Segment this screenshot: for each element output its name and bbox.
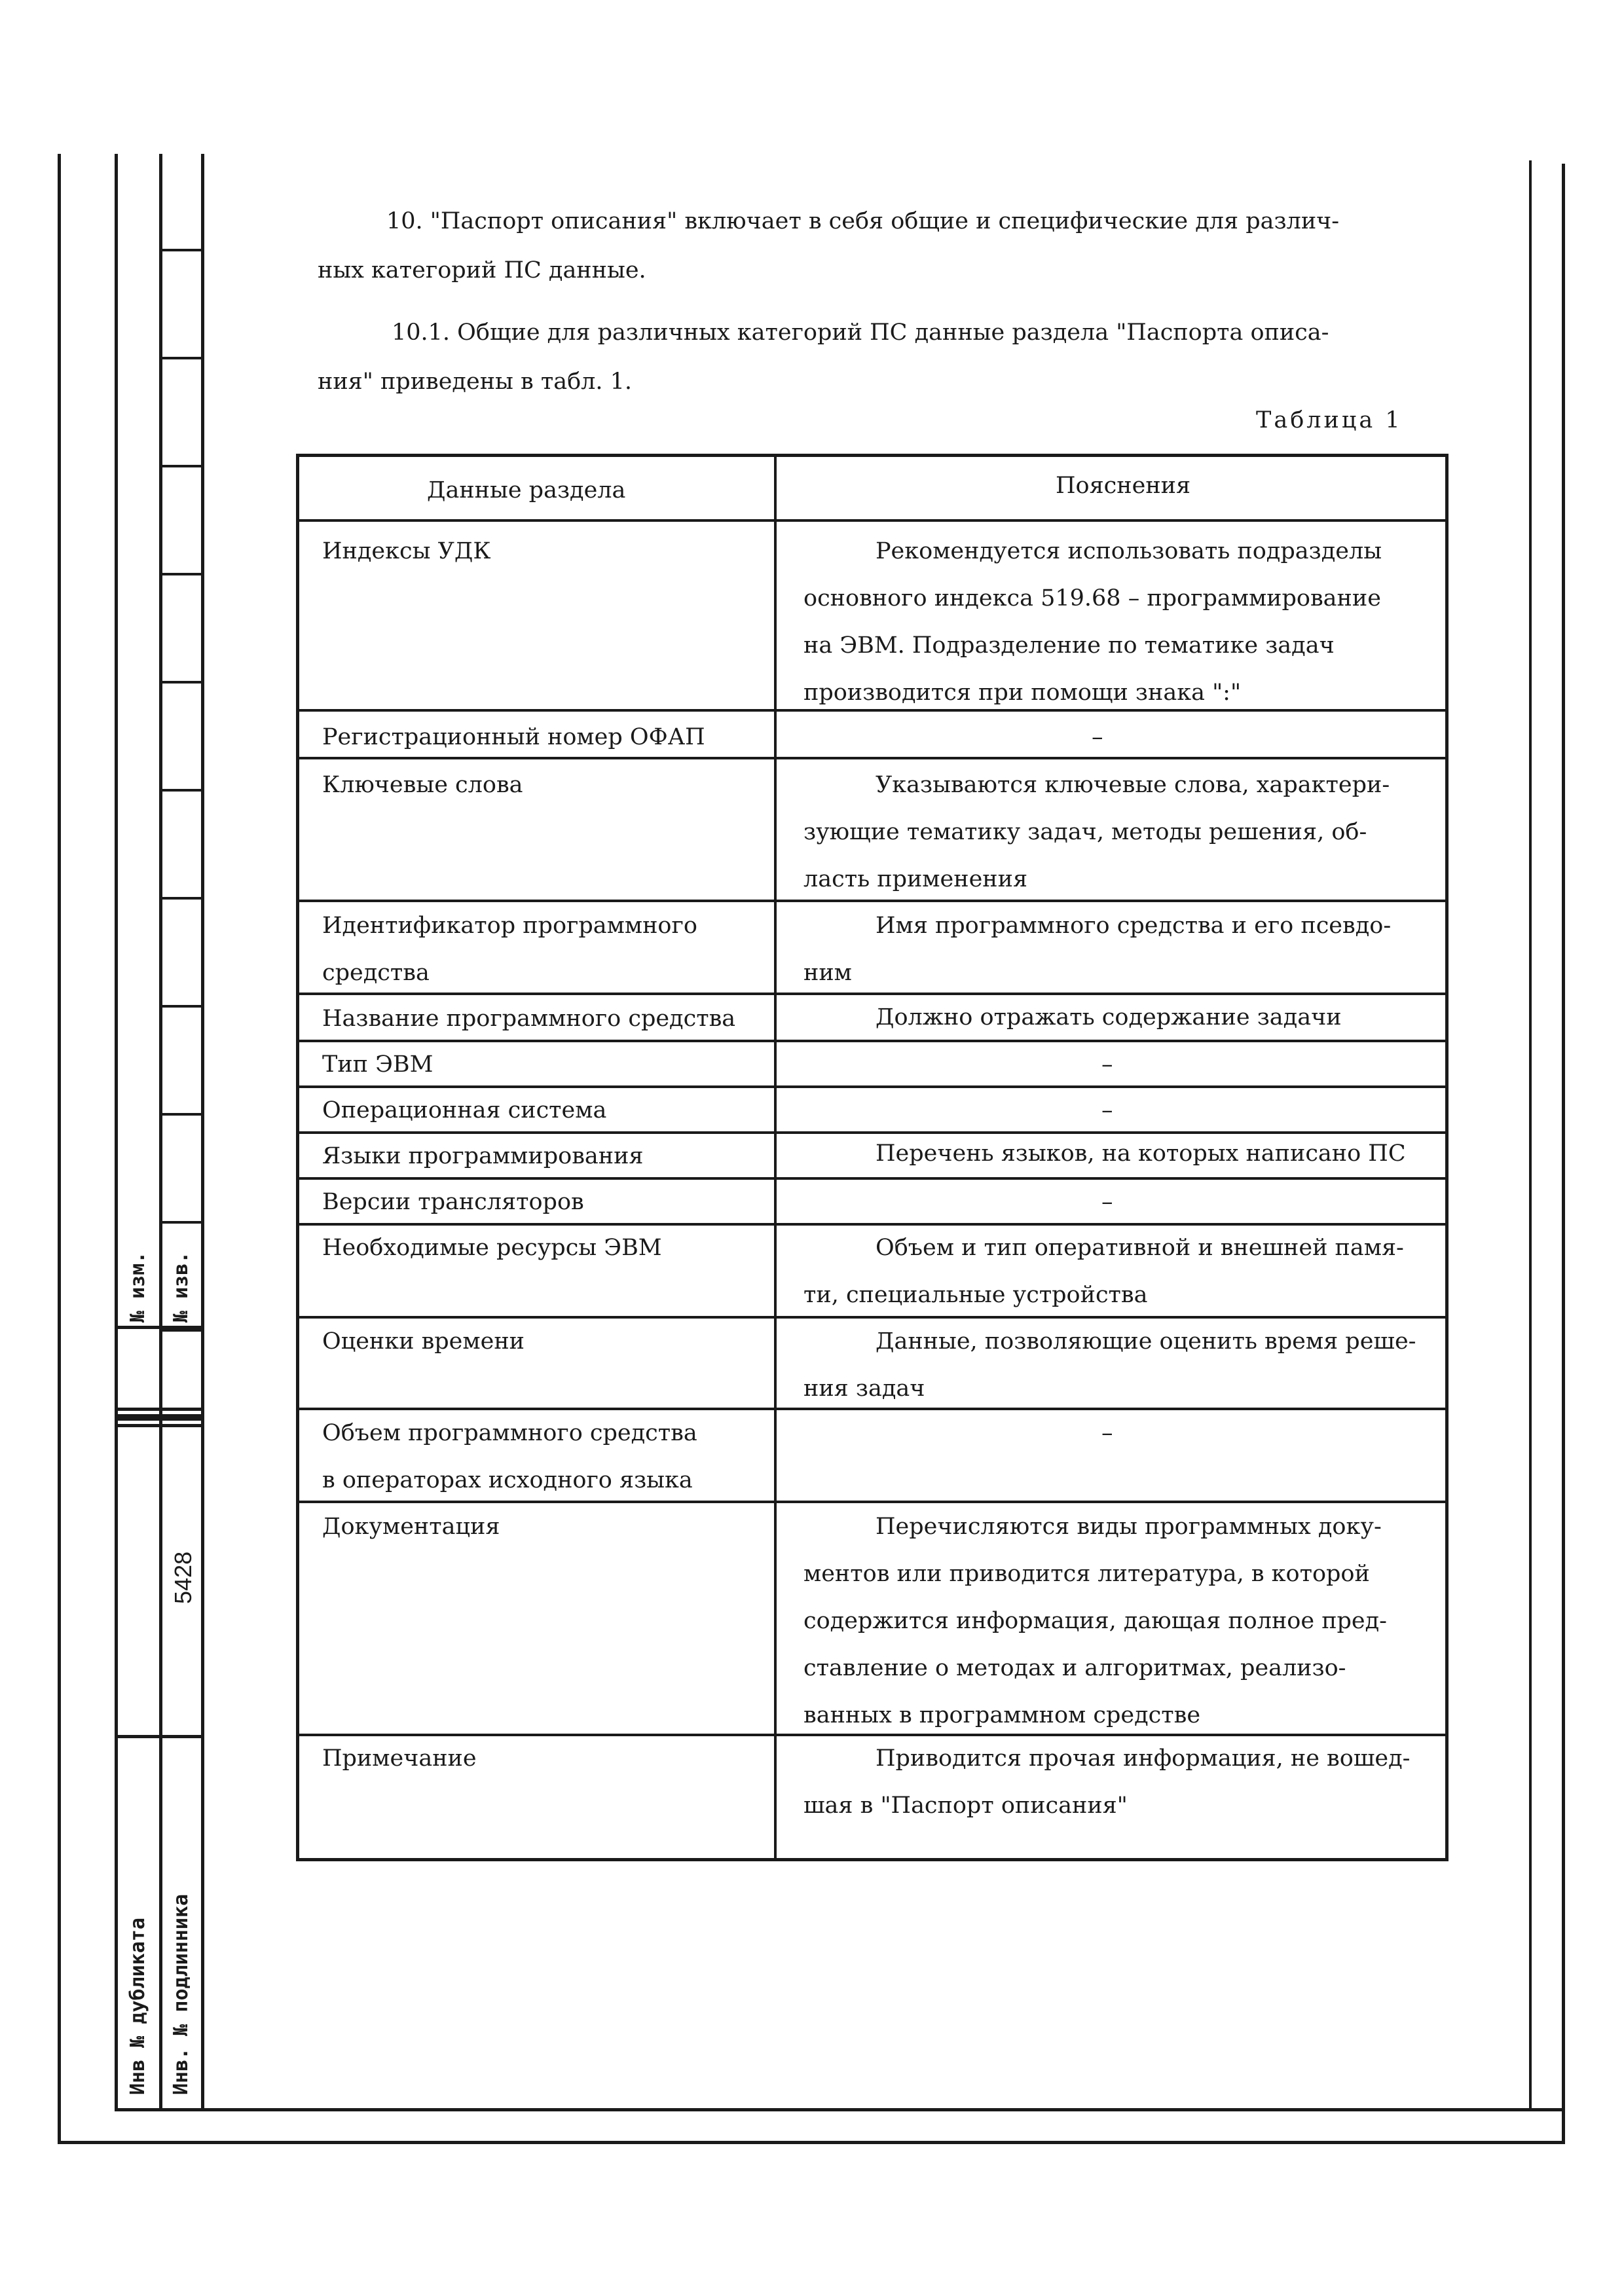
frame-inner-bottom [115,2108,1565,2111]
table-note-line: Приводится прочая информация, не вошед- [876,1745,1411,1772]
table-name-line: средства [322,960,430,986]
table-row-divider [299,757,1445,759]
stamp-inv-podlinnika: Инв. № подлинника [170,1893,193,2095]
strip-tick [159,249,204,251]
table-note-line: ванных в программном средстве [803,1702,1201,1728]
table-caption: Таблица 1 [1256,407,1403,433]
strip-tick [159,897,204,900]
table-note-line: Имя программного средства и его псевдо- [876,913,1392,939]
strip-tick [159,681,204,683]
table-row-note: Должно отражать содержание задачи [876,1004,1342,1030]
strip-divider [115,1417,204,1421]
table-row-name: Версии трансляторов [322,1189,584,1215]
stamp-inv-number: 5428 [170,1551,196,1604]
table-row-divider [299,709,1445,712]
strip-tick [159,357,204,359]
table-note-line: Указываются ключевые слова, характери- [876,772,1390,798]
table-note-line: ласть применения [803,866,1028,892]
paragraph-10-1-line-2: ния" приведены в табл. 1. [318,369,633,395]
table-name-line: Объем программного средства [322,1420,697,1446]
table-row-note: – [1101,1189,1113,1215]
paragraph-10-1-line-1: 10.1. Общие для различных категорий ПС данные раздела "Паспорта описа- [392,319,1329,346]
table-note-line: зующие тематику задач, методы решения, об- [803,819,1367,845]
table-row-note: Перечень языков, на которых написано ПС [876,1140,1406,1167]
table-row-name: Примечание [322,1745,477,1772]
strip-divider [115,1424,204,1427]
table-name-line: в операторах исходного языка [322,1467,693,1493]
table-row-divider [299,1040,1445,1042]
strip-tick [159,573,204,575]
table-note-line: ния задач [803,1376,925,1402]
strip-line-2 [159,154,162,2111]
table-note-line: ментов или приводится литература, в которой [803,1561,1370,1587]
table-row-name: Необходимые ресурсы ЭВМ [322,1235,662,1261]
table-row-note: – [1101,1420,1113,1446]
table-row-name: Регистрационный номер ОФАП [322,724,705,750]
table-note-line: Данные, позволяющие оценить время реше- [876,1328,1416,1355]
table-note-line: содержится информация, дающая полное пред- [803,1608,1388,1634]
table-note-line: ти, специальные устройства [803,1282,1148,1308]
table-row-note: – [1101,1097,1113,1123]
table-row-note [803,761,1432,903]
margin-stamp-strip [115,154,206,2111]
table-row-note [803,1735,1432,1829]
table-note-line: ним [803,960,852,986]
table-row-note [803,1503,1432,1739]
table-row-name [322,1410,697,1504]
table-note-line: Перечисляются виды программных доку- [876,1514,1382,1540]
table-note-line: Объем и тип оперативной и внешней памя- [876,1235,1404,1261]
strip-line-1 [115,154,118,2111]
frame-inner-right [1529,160,1532,2111]
table-row-name: Операционная система [322,1097,607,1123]
strip-tick [159,1005,204,1008]
stamp-izv-label: № изв. [170,1251,193,1322]
table-row-name: Тип ЭВМ [322,1051,434,1078]
table-row-note [803,1224,1432,1319]
table-note-line: ставление о методах и алгоритмах, реализо- [803,1655,1346,1681]
stamp-inv-dublikata: Инв № дубликата [126,1918,149,2095]
paragraph-10-line-2: ных категорий ПС данные. [318,257,646,283]
paragraph-10-line-1: 10. "Паспорт описания" включает в себя общие и специфические для различ- [386,208,1340,234]
table-note-line: Рекомендуется использовать подразделы [876,538,1382,564]
table-note-line: производится при помощи знака ":" [803,680,1242,706]
table-row-divider [299,519,1445,522]
table-header-data: Данные раздела [427,477,626,503]
table-note-line: шая в "Паспорт описания" [803,1793,1128,1819]
frame-bottom [58,2141,1564,2144]
table-row-note: – [1101,1051,1113,1078]
table-row-note [803,902,1432,996]
strip-tick [159,1329,204,1332]
data-table [296,454,1449,1861]
strip-divider [115,2108,204,2111]
table-row-name: Языки программирования [322,1143,644,1169]
strip-tick [159,465,204,467]
table-row-note [803,1318,1432,1412]
strip-tick [159,1221,204,1224]
table-row-name: Название программного средства [322,1006,736,1032]
table-row-name: Оценки времени [322,1328,525,1355]
table-row-name: Индексы УДК [322,538,491,564]
table-row-name: Ключевые слова [322,772,523,798]
strip-divider [115,1326,204,1329]
table-row-note [803,528,1432,716]
strip-line-3 [201,154,204,2111]
table-note-line: на ЭВМ. Подразделение по тематике задач [803,632,1335,659]
table-column-divider [774,457,777,1858]
stamp-izm-label: № изм. [126,1251,149,1322]
table-header-notes: Пояснения [1056,473,1191,499]
table-row-note: – [1092,724,1103,750]
table-name-line: Идентификатор программного [322,913,697,939]
strip-tick [159,789,204,792]
table-row-name: Документация [322,1514,500,1540]
table-row-name [322,902,697,996]
strip-tick [159,1113,204,1116]
frame-right [1562,164,1565,2144]
table-note-line: основного индекса 519.68 – программирование [803,585,1381,611]
frame-left-outer [58,154,61,2144]
strip-divider [115,1408,204,1411]
strip-divider [115,1735,204,1738]
